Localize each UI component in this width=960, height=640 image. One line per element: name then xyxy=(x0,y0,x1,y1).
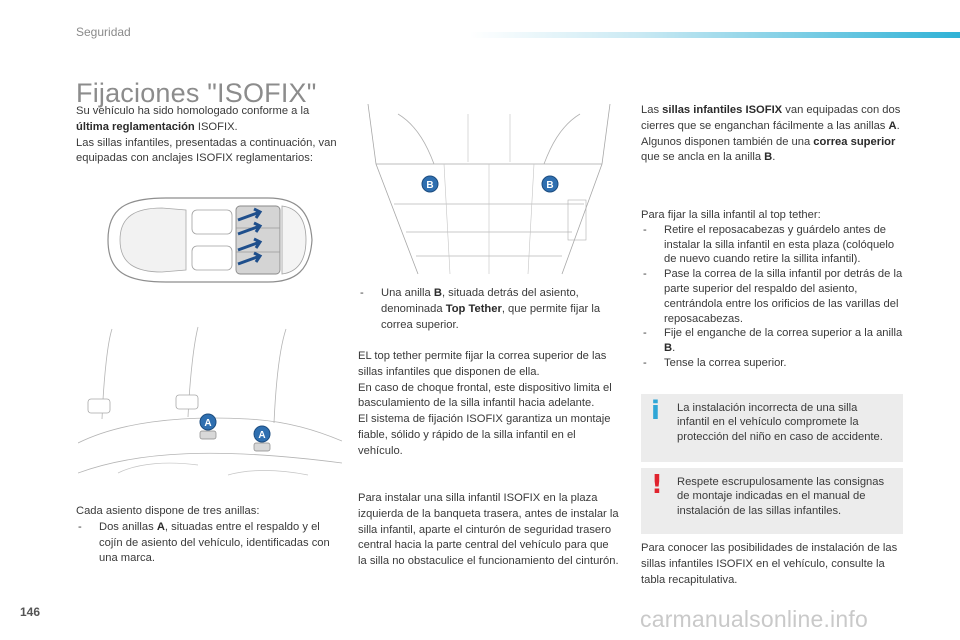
trunk-figure xyxy=(358,104,620,278)
warning-note-text: Respete escrupulosamente las consignas de montaje indicadas en el manual de instalación de las sillas infantiles. xyxy=(677,476,885,517)
anchor-label-b-right: B xyxy=(546,180,554,191)
page-title: Fijaciones "ISOFIX" xyxy=(76,78,317,109)
step-1: - Retire el reposacabezas y guárdelo antes de instalar la silla infantil en esta plaza (colóquelo de nuevo cuando retire la sillita infantil). xyxy=(641,223,903,267)
anchor-label-b-left: B xyxy=(426,180,434,191)
closing-text xyxy=(641,541,903,588)
warning-note xyxy=(641,468,903,534)
intro-text xyxy=(76,104,341,167)
step-3: - Fije el enganche de la correa superior a la anilla B. xyxy=(641,326,903,356)
tether-p1: EL top tether permite fijar la correa superior de las sillas infantiles que disponen de ella. xyxy=(358,350,607,378)
intro-line-2: ISOFIX. xyxy=(194,120,238,133)
header-accent-bar xyxy=(470,32,960,38)
rear-seat-figure xyxy=(78,323,342,499)
tether-description xyxy=(358,349,620,460)
tether-bullet: - Una anilla B, situada detrás del asiento, denominada Top Tether, que permite fijar la correa superior. xyxy=(358,286,620,333)
info-icon: i xyxy=(651,396,660,426)
step-2: - Pase la correa de la silla infantil por detrás de la parte superior del respaldo del asiento, centrándola entre los orificios de las varillas del reposacabezas. xyxy=(641,267,903,326)
section-title: Seguridad xyxy=(76,25,131,39)
install-instructions xyxy=(358,491,620,570)
intro-bold: última reglamentación xyxy=(76,120,195,133)
anchor-label-a-left: A xyxy=(204,418,212,429)
install-p4: Para instalar una silla infantil ISOFIX en la plaza izquierda de la banqueta trasera, antes de instalar la silla infantil, aparte el cinturón de seguridad trasero central hacia la parte central del vehículo para que la silla no obstaculice el funcionamiento del cinturón. xyxy=(358,492,619,568)
tether-steps xyxy=(641,208,903,371)
car-top-view-figure xyxy=(96,190,316,290)
watermark-text: carmanualsonline.info xyxy=(640,606,868,632)
intro-line-3: Las sillas infantiles, presentadas a continuación, van equipadas con anclajes ISOFIX reglamentarios: xyxy=(76,136,337,165)
seat-bullet: - Dos anillas A, situadas entre el respaldo y el cojín de asiento del vehículo, identificadas con una marca. xyxy=(76,520,341,567)
steps-intro: Para fijar la silla infantil al top tether: xyxy=(641,209,821,221)
tether-p2: En caso de choque frontal, este dispositivo limita el basculamiento de la silla infantil hacia adelante. xyxy=(358,381,612,410)
anchor-label-a-right: A xyxy=(258,430,266,441)
seat-text xyxy=(76,504,341,567)
seat-intro: Cada asiento dispone de tres anillas: xyxy=(76,505,260,517)
isofix-p1: Las sillas infantiles ISOFIX van equipadas con dos cierres que se enganchan fácilmente a las anillas A. xyxy=(641,104,901,132)
tether-bullet-text xyxy=(358,286,620,333)
tether-p3: El sistema de fijación ISOFIX garantiza un montaje fiable, sólido y rápido de la silla infantil en el vehículo. xyxy=(358,413,611,457)
page-number: 146 xyxy=(20,605,41,619)
isofix-seats-text xyxy=(641,103,903,166)
info-note xyxy=(641,394,903,462)
warning-icon: ! xyxy=(651,470,663,500)
info-note-text: La instalación incorrecta de una silla infantil en el vehículo compromete la protección del niño en caso de accidente. xyxy=(677,402,883,443)
isofix-p2: Algunos disponen también de una correa superior que se ancla en la anilla B. xyxy=(641,135,896,164)
intro-line-1: Su vehículo ha sido homologado conforme a la xyxy=(76,105,310,117)
step-4: - Tense la correa superior. xyxy=(641,356,903,371)
closing-paragraph: Para conocer las posibilidades de instalación de las sillas infantiles ISOFIX en el vehículo, consulte la tabla recapitulativa. xyxy=(641,542,898,586)
